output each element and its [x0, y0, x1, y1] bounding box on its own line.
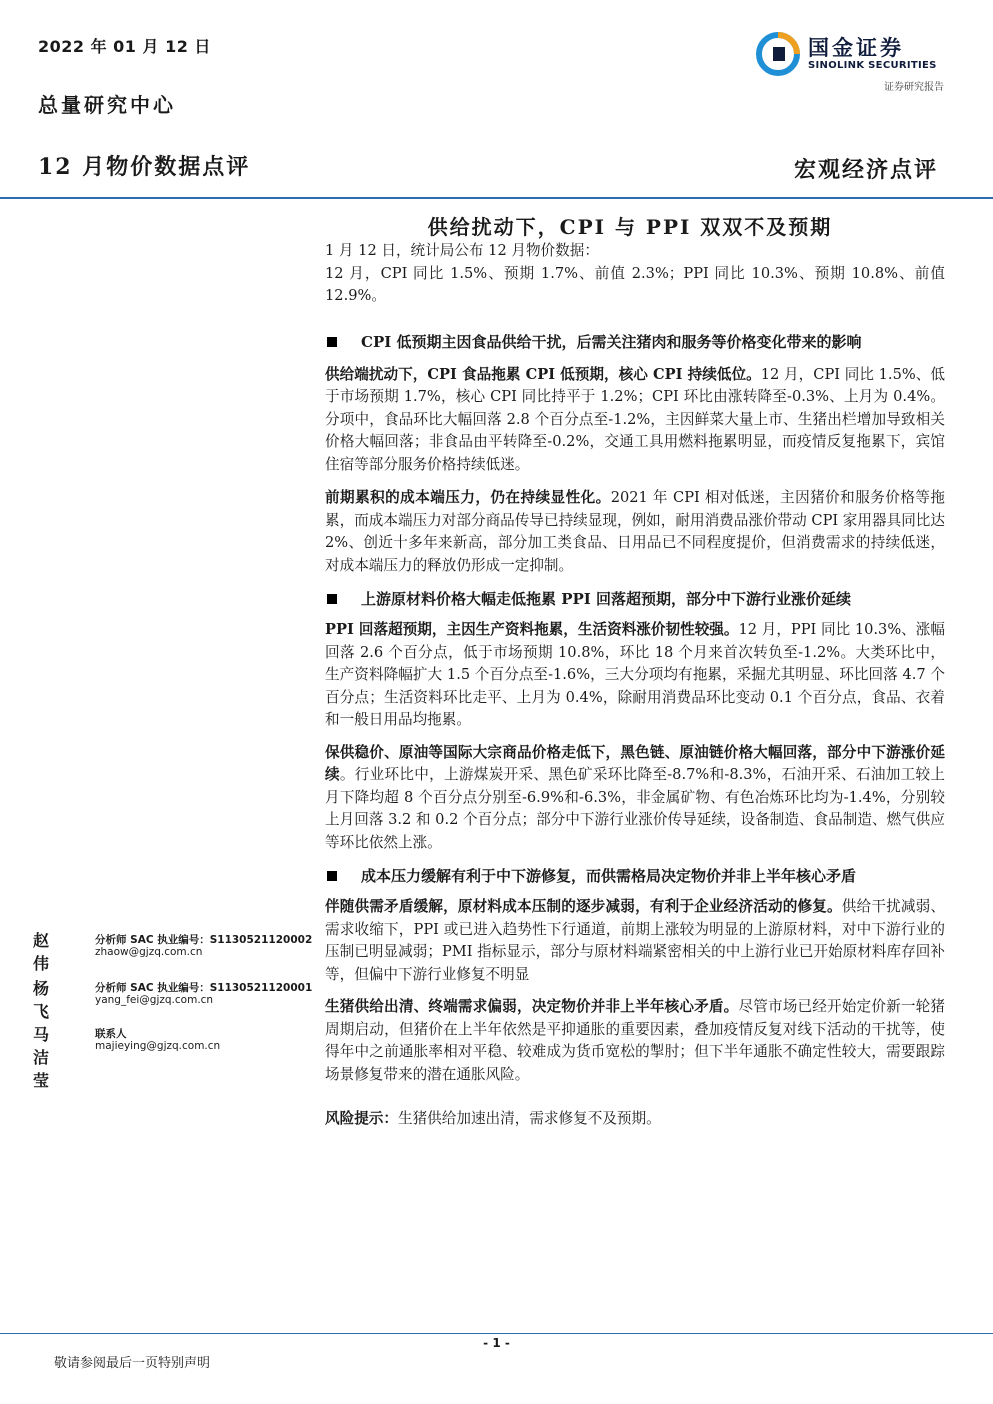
paragraph-lead: 生猪供给出清、终端需求偏弱，决定物价并非上半年核心矛盾。 — [325, 998, 739, 1015]
analyst-role: 联系人 — [95, 1028, 127, 1040]
intro-line-1: 1 月 12 日，统计局公布 12 月物价数据： — [325, 242, 599, 259]
disclaimer-note: 敬请参阅最后一页特别声明 — [54, 1356, 211, 1371]
paragraph-text: 12 月，PPI 同比 10.3%、涨幅回落 2.6 个百分点，低于市场预期 10.8%，环比 18 个月来首次转负至-1.2%。大类环比中，生产资料降幅扩大 1.5 个百分点至-1.6%，三大分项均有拖累，采掘尤其明显、环比回落 4.7 个百分点；生活资料环比走平、上月为 0.4%，除耐用消费品环比变动 0.1 个百分点，食品、衣着和一般日用品均拖累。 — [325, 621, 945, 728]
paragraph — [325, 996, 945, 1086]
analyst-email[interactable]: majieying@gjzq.com.cn — [95, 1040, 221, 1052]
analyst-role: 分析师 SAC 执业编号：S1130521120001 — [95, 982, 313, 994]
bullet-square-icon — [327, 871, 337, 881]
paragraph — [325, 896, 945, 986]
paragraph-text: 供给干扰减弱、需求收缩下，PPI 或已进入趋势性下行通道，前期上涨较为明显的上游原材料，对中下游行业的压制已明显减弱；PMI 指标显示，部分与原材料端紧密相关的中上游行业已开始原材料库存回补等，但偏中下游行业修复不明显 — [325, 898, 945, 983]
analyst-name: 杨飞 — [33, 979, 52, 1021]
logo-text-cn: 国金证券 — [808, 36, 904, 60]
section-heading: 上游原材料价格大幅走低拖累 PPI 回落超预期，部分中下游行业涨价延续 — [325, 587, 945, 611]
analyst-email[interactable]: yang_fei@gjzq.com.cn — [95, 994, 214, 1006]
bullet-square-icon — [327, 594, 337, 604]
analyst-role: 分析师 SAC 执业编号：S1130521120002 — [95, 934, 313, 946]
paragraph — [325, 742, 945, 855]
intro-line-2: 12 月，CPI 同比 1.5%、预期 1.7%、前值 2.3%；PPI 同比 10.3%、预期 10.8%、前值 12.9%。 — [325, 264, 945, 304]
logo-mark-icon — [756, 32, 800, 76]
analyst-name: 马洁莹 — [33, 1025, 52, 1090]
risk-note — [325, 1108, 945, 1131]
paragraph — [325, 619, 945, 732]
report-type: 宏观经济点评 — [793, 157, 938, 183]
report-headline: 供给扰动下，CPI 与 PPI 双双不及预期 — [427, 215, 833, 239]
report-category: 证券研究报告 — [884, 82, 944, 93]
bullet-square-icon — [327, 337, 337, 347]
paragraph-lead: 伴随供需矛盾缓解，原材料成本压制的逐步减弱，有利于企业经济活动的修复。 — [325, 898, 842, 915]
section-heading: 成本压力缓解有利于中下游修复，而供需格局决定物价并非上半年核心矛盾 — [325, 864, 945, 888]
risk-label: 风险提示： — [325, 1110, 398, 1127]
company-logo — [756, 32, 946, 76]
paragraph-lead: 供给端扰动下，CPI 食品拖累 CPI 低预期，核心 CPI 持续低位。 — [325, 365, 761, 383]
paragraph-lead: 保供稳价、原油等国际大宗商品价格走低下，黑色链、原油链价格大幅回落，部分中下游涨价延续 — [325, 743, 945, 783]
header-rule — [0, 197, 993, 199]
report-title: 12 月物价数据点评 — [38, 154, 251, 180]
paragraph-lead: 前期累积的成本端压力，仍在持续显性化。 — [325, 489, 611, 506]
report-body — [325, 240, 945, 1131]
paragraph-text: 尽管市场已经开始定价新一轮猪周期启动，但猪价在上半年依然是平抑通胀的重要因素，叠加疫情反复对线下活动的干扰等，使得年中之前通胀率相对平稳、较难成为货币宽松的掣肘；但下半年通胀不确定性较大，需要跟踪场景修复带来的潜在通胀风险。 — [325, 998, 945, 1083]
paragraph — [325, 364, 945, 477]
paragraph-text: 。行业环比中，上游煤炭开采、黑色矿采环比降至-8.7%和-8.3%，石油开采、石油加工较上月下降均超 8 个百分点分别至-6.9%和-6.3%，非金属矿物、有色冶炼环比均为-1.4%，分别较上月回落 3.2 和 0.2 个百分点；部分中下游行业涨价传导延续，设备制造、食品制造、燃气供应等环比依然上涨。 — [325, 766, 945, 851]
paragraph — [325, 487, 945, 577]
paragraph-text: 2021 年 CPI 相对低迷，主因猪价和服务价格等拖累，而成本端压力对部分商品传导已持续显现，例如，耐用消费品涨价带动 CPI 家用器具同比达 2%、创近十多年来新高，部分加工类食品、日用品已不同程度提价，但消费需求的持续低迷，对成本端压力的释放仍形成一定抑制。 — [325, 489, 945, 574]
page-number: - 1 - — [483, 1336, 510, 1350]
logo-text-en: SINOLINK SECURITIES — [808, 60, 937, 71]
paragraph-text: 12 月，CPI 同比 1.5%、低于市场预期 1.7%，核心 CPI 同比持平于 1.2%；CPI 环比由涨转降至-0.3%、上月为 0.4%。分项中，食品环比大幅回落 2.8 个百分点至-1.2%，主因鲜菜大量上市、生猪出栏增加导致相关价格大幅回落；非食品由平转降至-0.2%，交通工具用燃料拖累明显，而疫情反复拖累下，宾馆住宿等部分服务价格持续低迷。 — [325, 365, 945, 473]
research-center: 总量研究中心 — [38, 93, 176, 117]
analyst-name: 赵伟 — [33, 931, 52, 973]
footer-rule — [0, 1333, 993, 1334]
risk-text: 生猪供给加速出清，需求修复不及预期。 — [397, 1110, 661, 1127]
analyst-email[interactable]: zhaow@gjzq.com.cn — [95, 946, 203, 958]
paragraph-lead: PPI 回落超预期，主因生产资料拖累，生活资料涨价韧性较强。 — [325, 621, 739, 638]
report-date: 2022 年 01 月 12 日 — [38, 37, 211, 56]
section-heading: CPI 低预期主因食品供给干扰，后需关注猪肉和服务等价格变化带来的影响 — [325, 330, 945, 354]
